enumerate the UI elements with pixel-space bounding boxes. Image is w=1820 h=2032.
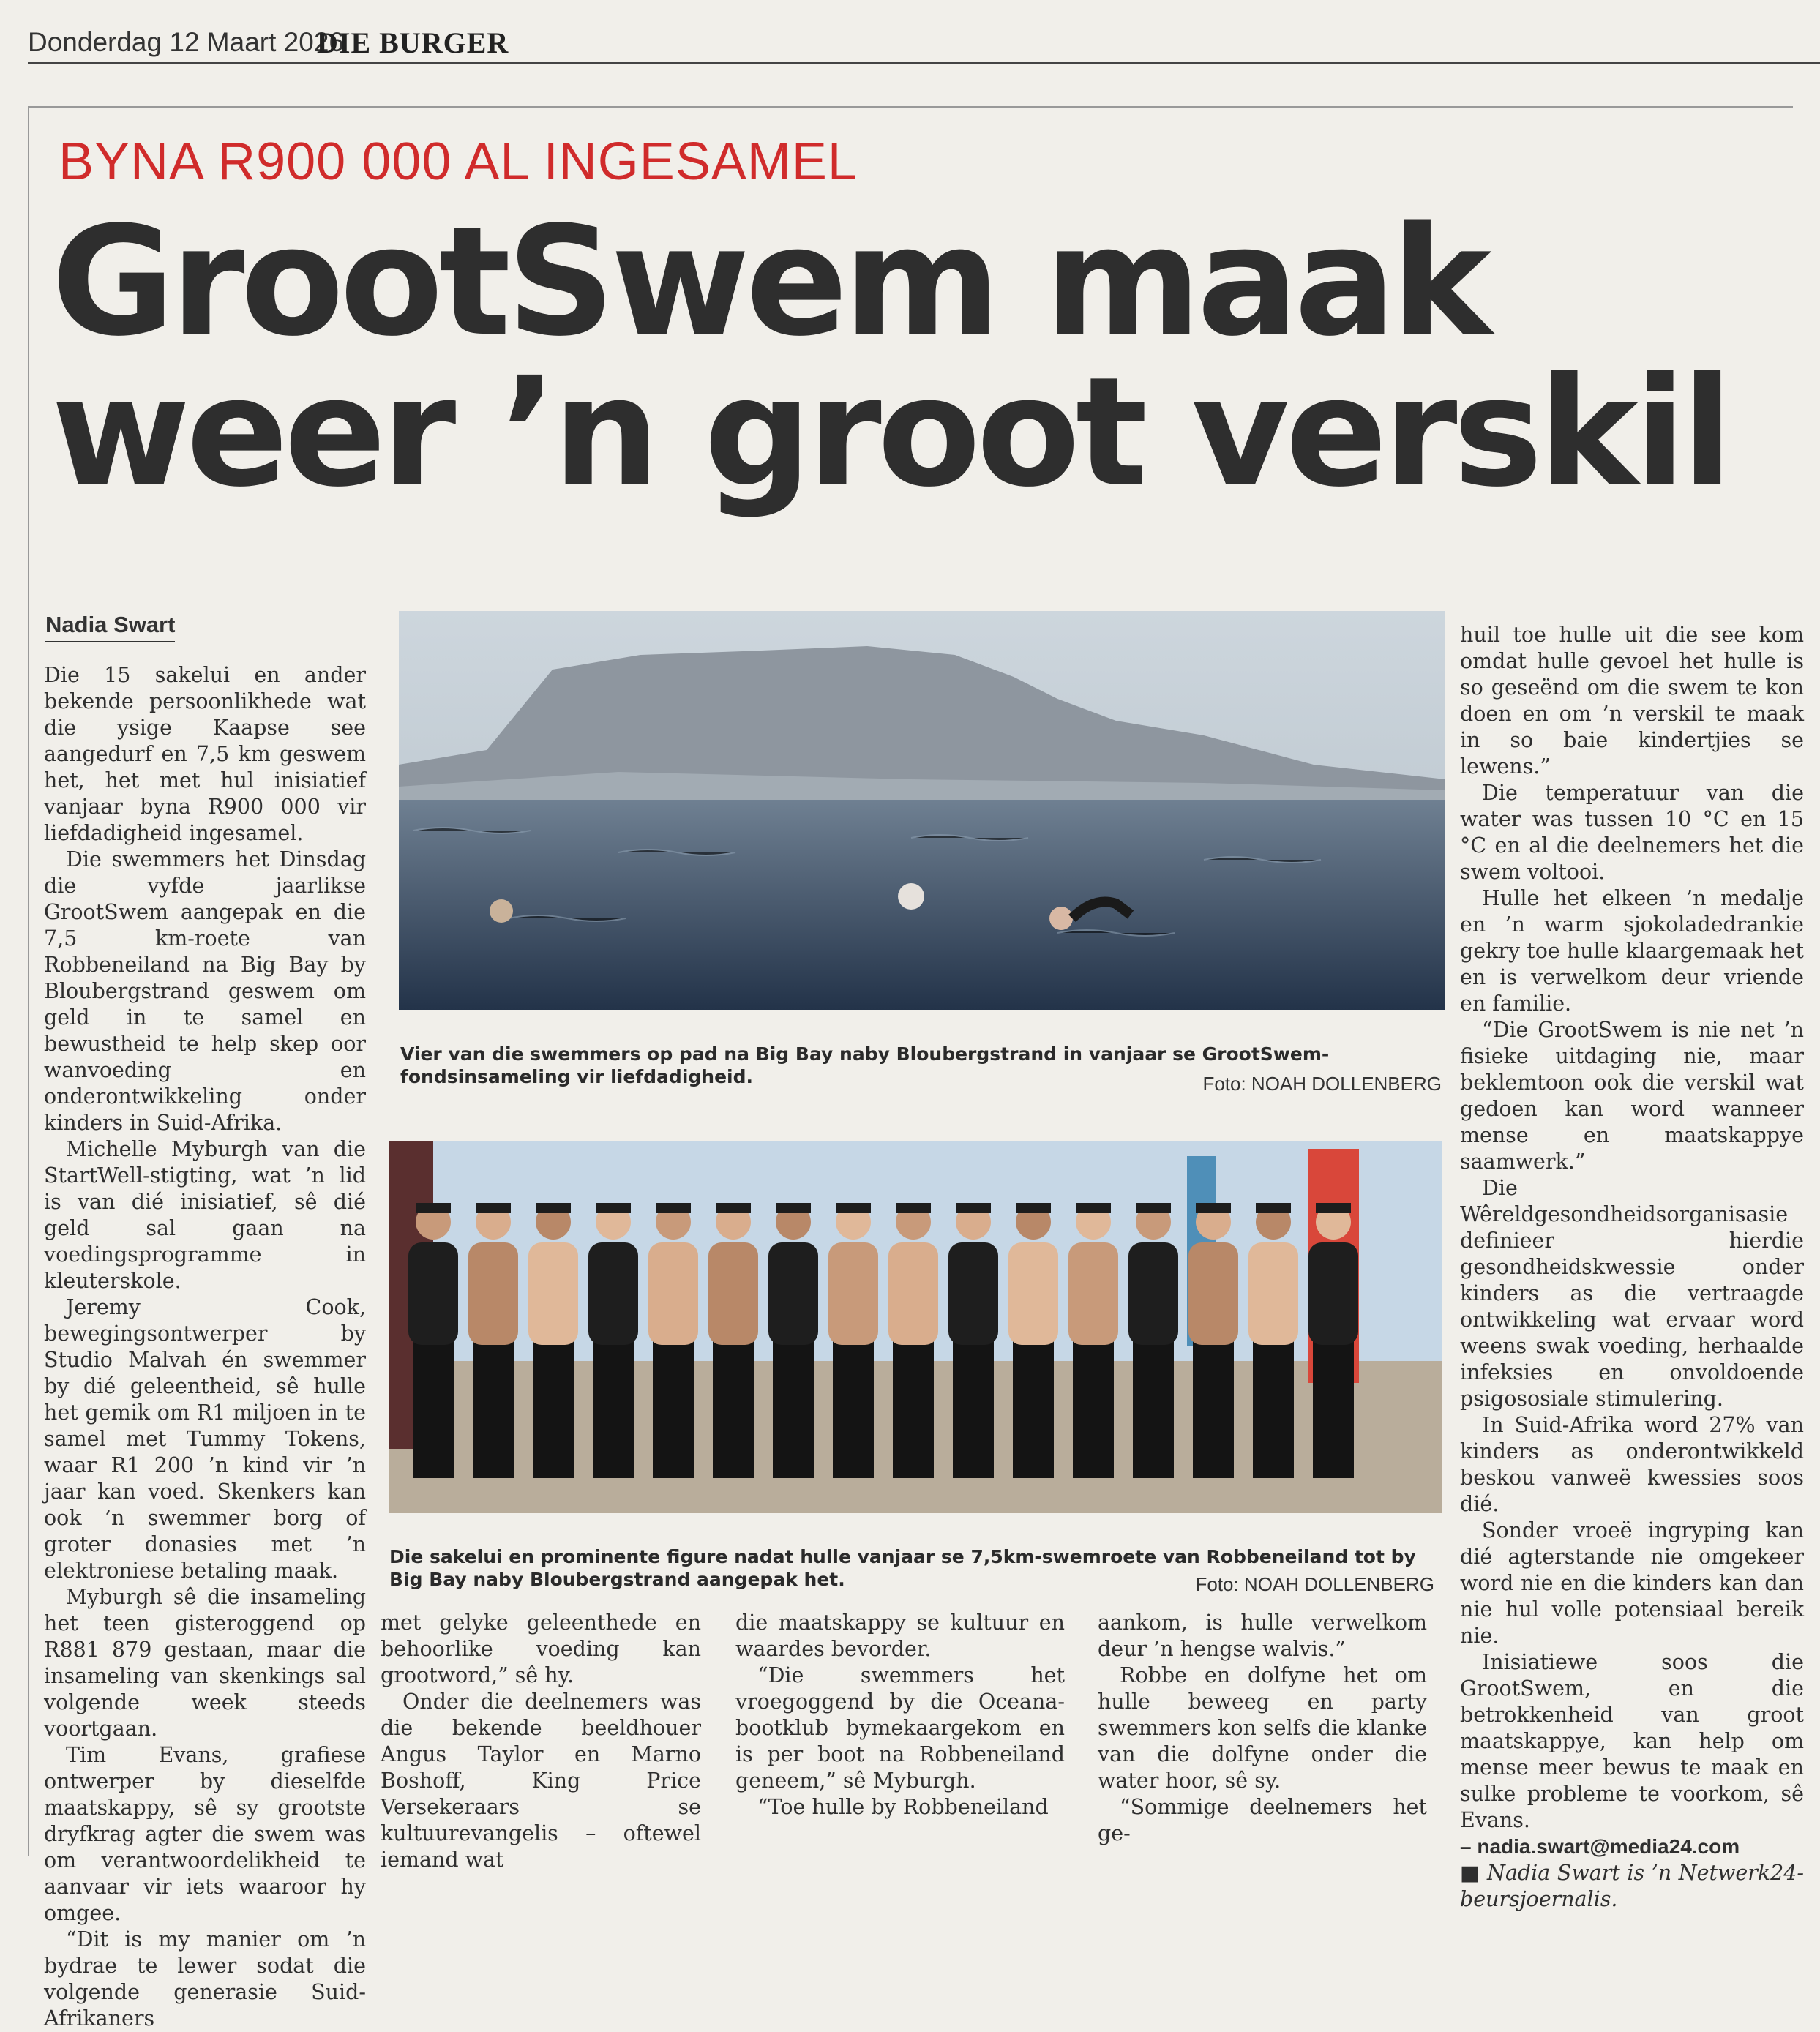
column-1: [44, 662, 366, 2032]
person-torso: [768, 1242, 818, 1345]
paragraph: Hulle het elkeen ’n medalje en ’n warm sjokoladedrankie gekry toe hulle klaargemaak het en is verwelkom deur vriende en familie.: [1460, 886, 1804, 1016]
photo-credit-2: Foto: NOAH DOLLENBERG: [1195, 1573, 1434, 1595]
paragraph: “Sommige deelnemers het ge-: [1098, 1795, 1427, 1845]
person-cap: [416, 1203, 451, 1213]
person-wetsuit-legs: [473, 1339, 514, 1478]
person-torso: [588, 1242, 638, 1345]
person-wetsuit-legs: [1073, 1339, 1114, 1478]
person-torso: [528, 1242, 578, 1345]
paragraph: aankom, is hulle verwelkom deur ’n hengse walvis.”: [1098, 1611, 1427, 1661]
person-cap: [596, 1203, 631, 1213]
paragraph: Die swemmers het Dinsdag die vyfde jaarlikse GrootSwem aangepak en die 7,5 km-roete van Robbeneiland na Big Bay by Bloubergstrand geswem om geld in te samel en bewustheid te help skep oor wanvoeding en onderontwikkeling onder kinders in Suid-Afrika.: [44, 847, 366, 1135]
paragraph: Sonder vroeë ingryping kan dié agterstande nie omgekeer word nie en die kinders kan dan nie hul volle potensiaal bereik nie.: [1460, 1518, 1804, 1648]
page-header: [28, 26, 1820, 64]
person-torso: [1248, 1242, 1298, 1345]
kicker: BYNA R900 000 AL INGESAMEL: [59, 132, 858, 191]
person-wetsuit-legs: [533, 1339, 574, 1478]
paragraph: “Toe hulle by Robbeneiland: [757, 1795, 1049, 1819]
photo-credit-1: Foto: NOAH DOLLENBERG: [1202, 1073, 1442, 1095]
paragraph: Die 15 sakelui en ander bekende persoonlikhede wat die ysige Kaapse see aangedurf en 7,5 km geswem het, het met hul inisiatief vanjaar byna R900 000 vir liefdadigheid ingesamel.: [44, 663, 366, 845]
person-cap: [476, 1203, 511, 1213]
paragraph: Onder die deelnemers was die bekende beeldhouer Angus Taylor en Marno Boshoff, King Price Versekeraars se kultuurevangelis – oftewel iemand wat: [381, 1690, 701, 1872]
paragraph: Inisiatiewe soos die GrootSwem, en die betrokkenheid van groot maatskappye, kan help om mense meer bewus te maak en sulke probleme te voorkom, sê Evans.: [1460, 1650, 1804, 1832]
person-wetsuit-legs: [773, 1339, 814, 1478]
person-cap: [536, 1203, 571, 1213]
paragraph: die maatskappy se kultuur en waardes bevorder.: [735, 1611, 1065, 1661]
person-cap: [836, 1203, 871, 1213]
paragraph: In Suid-Afrika word 27% van kinders as onderontwikkeld beskou vanweë kwessies soos dié.: [1460, 1413, 1804, 1516]
person-torso: [1188, 1242, 1238, 1345]
person-cap: [1076, 1203, 1111, 1213]
person-torso: [1308, 1242, 1358, 1345]
person-cap: [1196, 1203, 1231, 1213]
person-torso: [648, 1242, 698, 1345]
person-wetsuit-legs: [833, 1339, 874, 1478]
paragraph: Jeremy Cook, bewegingsontwerper by Studio Malvah én swemmer by dié geleentheid, sê hulle het gemik om R1 miljoen in te samel met Tummy Tokens, waar R1 200 ’n kind vir ’n jaar kan voed. Skenkers kan ook ’n swemmer borg of groter donasies met ’n elektroniese betaling maak.: [44, 1295, 366, 1583]
photo-group-illustration: [389, 1141, 1442, 1513]
column-3: [735, 1610, 1065, 1821]
paragraph: Tim Evans, grafiese ontwerper by dieselfde maatskappy, sê sy grootste dryfkrag agter die swem was om verantwoordelikheid te aanvaar vir iets waaroor hy omgee.: [44, 1743, 366, 1925]
person-wetsuit-legs: [953, 1339, 994, 1478]
person-wetsuit-legs: [593, 1339, 634, 1478]
author-email: – nadia.swart@media24.com: [1460, 1835, 1740, 1858]
paragraph: “Dit is my manier om ’n bydrae te lewer sodat die volgende generasie Suid-Afrikaners: [44, 1927, 366, 2031]
person-wetsuit-legs: [413, 1339, 454, 1478]
photo-caption-2: Die sakelui en prominente figure nadat hulle vanjaar se 7,5km-swemroete van Robbeneiland tot by Big Bay naby Bloubergstrand aangepak het.: [389, 1546, 1416, 1590]
person-cap: [1136, 1203, 1171, 1213]
person-wetsuit-legs: [1313, 1339, 1354, 1478]
paragraph: “Die GrootSwem is nie net ’n fisieke uitdaging nie, maar beklemtoon ook die verskil wat gedoen kan word wanneer mense en maatskappye saamwerk.”: [1460, 1018, 1804, 1174]
person-torso: [948, 1242, 998, 1345]
headline-line-1: GrootSwem maak: [51, 194, 1488, 370]
headline-line-2: weer ’n groot verskil: [51, 345, 1729, 520]
paragraph: Die temperatuur van die water was tussen 10 °C en 15 °C en al die deelnemers het die swem voltooi.: [1460, 781, 1804, 884]
person-torso: [468, 1242, 518, 1345]
paragraph: met gelyke geleenthede en behoorlike voeding kan grootword,” sê hy.: [381, 1611, 701, 1687]
author-note: ■ Nadia Swart is ’n Netwerk24-beursjoernalis.: [1460, 1861, 1804, 1911]
person-torso: [828, 1242, 878, 1345]
paragraph: Die Wêreldgesondheidsorganisasie definieer hierdie gesondheidskwessie onder kinders as die vertraagde ontwikkeling wat ervaar word weens swak voeding, herhaalde infeksies en onvoldoende psigososiale stimulering.: [1460, 1176, 1804, 1411]
person-wetsuit-legs: [1013, 1339, 1054, 1478]
photo-caption-1: Vier van die swemmers op pad na Big Bay naby Bloubergstrand in vanjaar se GrootSwem-fondsinsameling vir liefdadigheid.: [400, 1043, 1330, 1087]
person-torso: [1128, 1242, 1178, 1345]
column-4: [1098, 1610, 1427, 1847]
byline: Nadia Swart: [45, 612, 175, 642]
person-wetsuit-legs: [1193, 1339, 1234, 1478]
issue-date: Donderdag 12 Maart 2026: [28, 27, 344, 57]
person-cap: [776, 1203, 811, 1213]
person-cap: [656, 1203, 691, 1213]
person-cap: [956, 1203, 991, 1213]
photo-swimmers-sea: [399, 611, 1445, 1010]
person-cap: [716, 1203, 751, 1213]
newspaper-name: DIE BURGER: [317, 26, 509, 59]
headline: [51, 194, 1793, 520]
person-wetsuit-legs: [1133, 1339, 1174, 1478]
swimmer-1: [490, 899, 513, 923]
person-torso: [1008, 1242, 1058, 1345]
person-wetsuit-legs: [713, 1339, 754, 1478]
paragraph: Myburgh sê die insameling het teen gisteroggend op R881 879 gestaan, maar die insameling van skenkings sal volgende week steeds voortgaan.: [44, 1585, 366, 1741]
person-cap: [1316, 1203, 1351, 1213]
person-wetsuit-legs: [1253, 1339, 1294, 1478]
swimmer-2: [898, 883, 924, 910]
person-cap: [896, 1203, 931, 1213]
photo-group-beach: [389, 1141, 1442, 1513]
column-5: [1460, 622, 1804, 1913]
paragraph: Robbe en dolfyne het om hulle beweeg en party swemmers kon selfs die klanke van die dolfyne onder die water hoor, sê sy.: [1098, 1663, 1427, 1793]
column-2: [381, 1610, 701, 1873]
person-torso: [1068, 1242, 1118, 1345]
photo-swimmers-illustration: [399, 611, 1445, 1010]
person-wetsuit-legs: [893, 1339, 934, 1478]
paragraph: “Die swemmers het vroegoggend by die Oceana-bootklub bymekaargekom en is per boot na Robbeneiland geneem,” sê Myburgh.: [735, 1663, 1065, 1793]
person-cap: [1016, 1203, 1051, 1213]
person-torso: [888, 1242, 938, 1345]
person-torso: [408, 1242, 458, 1345]
person-cap: [1256, 1203, 1291, 1213]
swimmer-3: [1049, 907, 1073, 930]
person-torso: [708, 1242, 758, 1345]
person-wetsuit-legs: [653, 1339, 694, 1478]
paragraph: huil toe hulle uit die see kom omdat hulle gevoel het hulle is so geseënd om die swem te kon doen en om ’n verskil te maak in so baie kindertjies se lewens.”: [1460, 623, 1804, 779]
paragraph: Michelle Myburgh van die StartWell-stigting, wat ’n lid is van dié inisiatief, sê dié geld sal gaan na voedingsprogramme in kleuterskole.: [44, 1137, 366, 1293]
